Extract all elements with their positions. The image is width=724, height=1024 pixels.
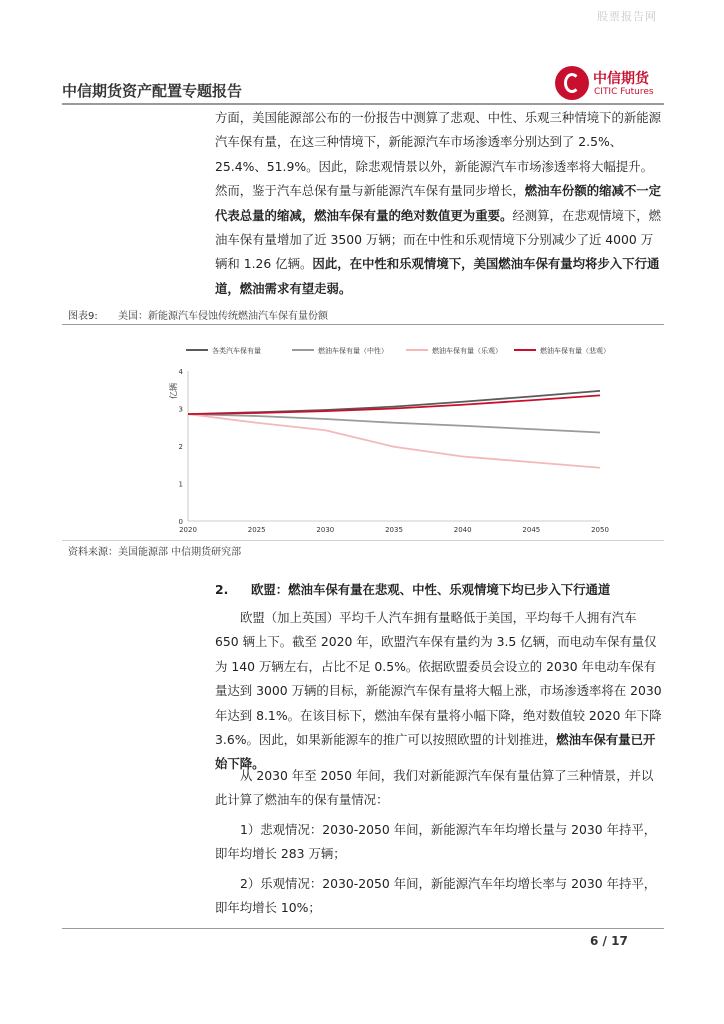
citic-logo-icon xyxy=(555,66,589,100)
chart-legend xyxy=(186,346,610,355)
intro-paragraph xyxy=(215,106,662,301)
legend-label-2: 燃油车保有量（乐观） xyxy=(432,347,502,355)
section-number: 2. xyxy=(215,582,229,597)
report-header-title: 中信期货资产配置专题报告 xyxy=(62,82,243,100)
figure-number: 图表9: xyxy=(68,311,98,322)
header-divider xyxy=(62,103,664,105)
chart-series xyxy=(188,391,600,468)
figure-caption: 美国：新能源汽车侵蚀传统燃油汽车保有量份额 xyxy=(118,311,328,322)
y-axis-label: 亿辆 xyxy=(169,383,178,399)
figure-title xyxy=(68,307,328,322)
intro-seg-2: 经测算，在悲观情境下，燃油车保有量增加了近 3500 万辆；而在中性和乐观情境下分别减少了近 4000 万辆和 1.26 亿辆。 xyxy=(215,207,662,272)
x-tick-label: 2020 xyxy=(179,526,197,534)
figure-top-rule xyxy=(62,324,664,325)
eu-seg-1: 燃油车保有量已开始下降。 xyxy=(215,732,656,772)
y-tick-label: 3 xyxy=(178,405,183,414)
intro-seg-1: 燃油车份额的缩减不一定代表总量的缩减，燃油车保有量的绝对数值更为重要。 xyxy=(215,183,662,223)
intro-seg-0: 方面，美国能源部公布的一份报告中测算了悲观、中性、乐观三种情境下的新能源汽车保有量，在这三种情境下，新能源汽车市场渗透率分别达到了 2.5%、25.4%、51.9%。因此，除悲观情景以外，新能源汽车市场渗透率将大幅提升。然而，鉴于汽车总保有量与新能源汽车保有量同步增长， xyxy=(215,110,662,199)
chart-axes xyxy=(179,368,609,534)
legend-label-1: 燃油车保有量（中性） xyxy=(318,347,388,355)
intro-seg-3: 因此，在中性和乐观情境下，美国燃油车保有量均将步入下行通道，燃油需求有望走弱。 xyxy=(215,256,660,296)
x-tick-label: 2030 xyxy=(316,526,335,534)
x-tick-label: 2050 xyxy=(591,526,609,534)
section-heading xyxy=(215,580,610,598)
section-title: 欧盟：燃油车保有量在悲观、中性、乐观情境下均已步入下行通道 xyxy=(251,582,611,597)
watermark: 股票报告网 xyxy=(597,10,657,23)
logo-english-name: CITIC Futures xyxy=(594,87,654,97)
scenario-pessimistic: 1）悲观情况：2030-2050 年间，新能源汽车年均增长量与 2030 年持平，即年均增长 283 万辆； xyxy=(215,822,657,862)
scenario-optimistic: 2）乐观情况：2030-2050 年间，新能源汽车年均增长率与 2030 年持平，即年均增长 10%； xyxy=(215,876,657,916)
y-tick-label: 2 xyxy=(178,443,183,451)
series-line-3 xyxy=(188,395,600,414)
y-tick-label: 0 xyxy=(178,518,183,526)
series-line-0 xyxy=(188,391,600,414)
y-tick-label: 4 xyxy=(178,368,183,376)
y-tick-label: 1 xyxy=(178,480,183,489)
eu-seg-0: 欧盟（加上英国）平均千人汽车拥有量略低于美国，平均每千人拥有汽车 650 辆上下。截至 2020 年，欧盟汽车保有量约为 3.5 亿辆，而电动车保有量仅为 140 万辆左右，占比不足 0.5%。依据欧盟委员会设立的 2030 年电动车保有量达到 3000 万辆的目标，新能源汽车保有量将大幅上涨，市场渗透率将在 2030 年达到 8.1%。在该目标下，燃油车保有量将小幅下降，绝对数值较 2020 年下降 3.6%。因此，如果新能源车的推广可以按照欧盟的计划推进， xyxy=(215,610,662,748)
x-tick-label: 2045 xyxy=(522,526,541,534)
figure-bottom-rule xyxy=(62,540,664,541)
x-tick-label: 2025 xyxy=(247,526,266,534)
logo-chinese-name: 中信期货 xyxy=(593,71,649,87)
legend-label-0: 各类汽车保有量 xyxy=(212,347,261,355)
scenario-intro: 从 2030 年至 2050 年间，我们对新能源汽车保有量估算了三种情景，并以此计算了燃油车的保有量情况： xyxy=(215,768,654,808)
figure-source: 资料来源：美国能源部 中信期货研究部 xyxy=(68,547,242,558)
eu-paragraph xyxy=(215,606,662,777)
legend-label-3: 燃油车保有量（悲观） xyxy=(540,347,610,355)
x-tick-label: 2035 xyxy=(385,526,403,534)
footer-divider xyxy=(62,928,664,929)
series-line-1 xyxy=(188,414,600,432)
x-tick-label: 2040 xyxy=(453,526,472,534)
citic-futures-logo xyxy=(555,66,665,102)
ev-vs-ice-line-chart xyxy=(170,336,615,541)
page-number: 6 / 17 xyxy=(590,934,628,948)
